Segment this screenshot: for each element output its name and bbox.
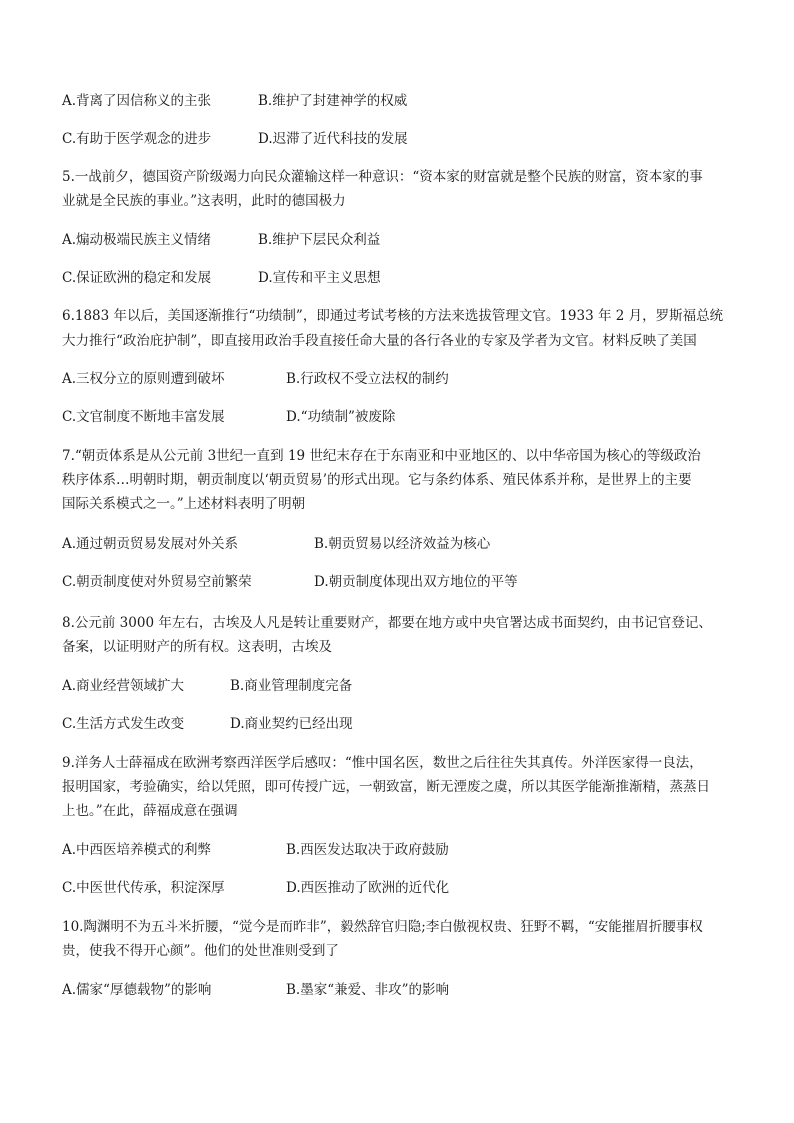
option-d: D.朝贡制度体现出双方地位的平等: [314, 574, 518, 590]
option-c: C.生活方式发生改变: [62, 716, 185, 732]
option-a: A.背离了因信称义的主张: [62, 93, 212, 109]
question-9-stem-line: 9.洋务人士薛福成在欧洲考察西洋医学后感叹：“惟中国名医，数世之后往往失其真传。外洋医家得一良法，: [62, 755, 703, 771]
question-8-stem-line: 备案，以证明财产的所有权。这表明，古埃及: [62, 639, 332, 655]
option-a: A.三权分立的原则遭到破坏: [62, 371, 225, 387]
option-d: D.迟滞了近代科技的发展: [258, 131, 408, 147]
option-c: C.朝贡制度使对外贸易空前繁荣: [62, 574, 252, 590]
option-c: C.文官制度不断地丰富发展: [62, 409, 225, 425]
question-6-stem-line: 6.1883 年以后，美国逐渐推行“功绩制”，即通过考试考核的方法来选拔管理文官。1933 年 2 月，罗斯福总统: [62, 308, 724, 324]
question-7-stem-line: 国际关系模式之一。”上述材料表明了明朝: [62, 496, 306, 512]
option-d: D.商业契约已经出现: [230, 716, 353, 732]
question-6-stem-line: 大力推行“政治庇护制”，即直接用政治手段直接任命大量的各行各业的专家及学者为文官。材料反映了美国: [62, 333, 697, 349]
question-9-stem-line: 上也。”在此，薛福成意在强调: [62, 803, 238, 819]
option-b: B.行政权不受立法权的制约: [286, 371, 449, 387]
question-10-stem-line: 10.陶渊明不为五斗米折腰，“觉今是而昨非”，毅然辞官归隐;李白傲视权贵、狂野不羁，“安能摧眉折腰事权: [62, 919, 703, 935]
question-8-stem-line: 8.公元前 3000 年左右，古埃及人凡是转让重要财产，都要在地方或中央官署达成书面契约，由书记官登记、: [62, 615, 712, 631]
option-d: D.宣传和平主义思想: [258, 270, 381, 286]
option-a: A.中西医培养模式的利弊: [62, 842, 212, 858]
option-c: C.保证欧洲的稳定和发展: [62, 270, 212, 286]
option-b: B.维护下层民众利益: [258, 232, 381, 248]
question-5-stem-line: 业就是全民族的事业。”这表明，此时的德国极力: [62, 193, 346, 209]
question-7-stem-line: 秩序体系…明朝时期，朝贡制度以‘朝贡贸易’的形式出现。它与条约体系、殖民体系并称，是世界上的主要: [62, 472, 692, 488]
option-c: C.有助于医学观念的进步: [62, 131, 212, 147]
option-a: A.商业经营领域扩大: [62, 678, 185, 694]
option-a: A.煽动极端民族主义情绪: [62, 232, 212, 248]
question-9-stem-line: 报明国家，考验确实，给以凭照，即可传授广远，一朝致富，断无湮废之虞，所以其医学能渐推渐精，蒸蒸日: [62, 779, 710, 795]
question-10-stem-line: 贵，使我不得开心颜”。他们的处世准则受到了: [62, 943, 339, 959]
option-b: B.维护了封建神学的权威: [258, 93, 408, 109]
option-b: B.墨家“兼爱、非攻”的影响: [286, 982, 450, 998]
option-b: B.西医发达取决于政府鼓励: [286, 842, 449, 858]
option-b: B.朝贡贸易以经济效益为核心: [314, 536, 491, 552]
option-c: C.中医世代传承，积淀深厚: [62, 880, 225, 896]
option-a: A.通过朝贡贸易发展对外关系: [62, 536, 239, 552]
option-a: A.儒家“厚德载物”的影响: [62, 982, 212, 998]
question-7-stem-line: 7.“朝贡体系是从公元前 3世纪一直到 19 世纪末存在于东南亚和中亚地区的、以中华帝国为核心的等级政治: [62, 448, 701, 464]
option-d: D.西医推动了欧洲的近代化: [286, 880, 450, 896]
option-d: D.“功绩制”被废除: [286, 409, 396, 425]
question-5-stem-line: 5.一战前夕，德国资产阶级竭力向民众灌输这样一种意识：“资本家的财富就是整个民族的财富，资本家的事: [62, 169, 703, 185]
option-b: B.商业管理制度完备: [230, 678, 353, 694]
